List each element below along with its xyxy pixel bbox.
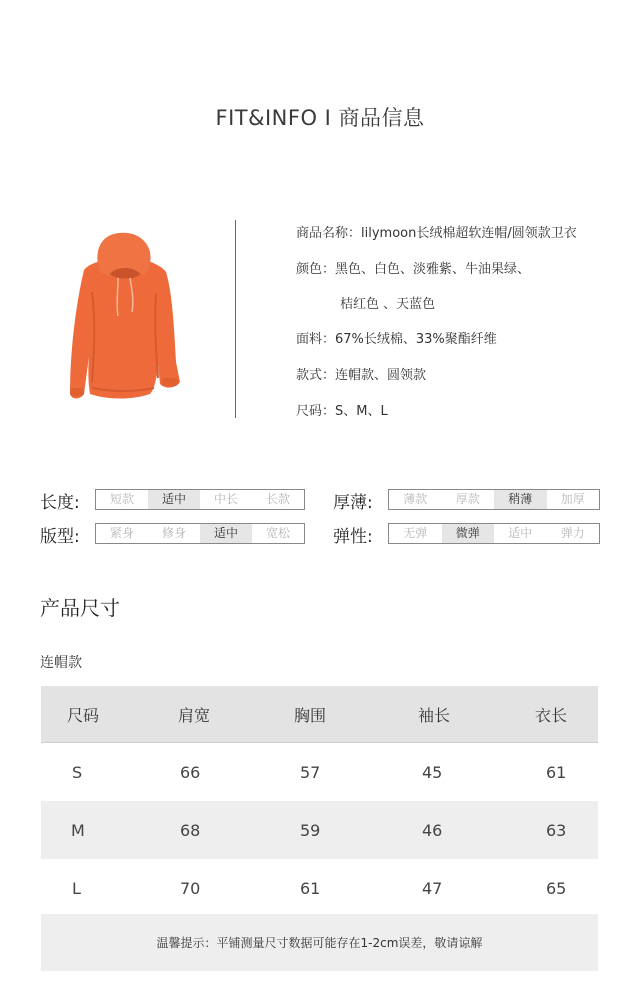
attr-fit-scale <box>95 523 305 544</box>
table-cell: M <box>71 820 85 840</box>
scale-option: 长款 <box>265 492 290 506</box>
table-cell: 46 <box>422 820 443 840</box>
table-header-cell: 衣长 <box>535 705 568 725</box>
table-cell: 70 <box>180 878 201 898</box>
attr-elasticity-scale <box>388 523 600 544</box>
table-cell: 59 <box>300 820 321 840</box>
scale-option: 厚款 <box>455 492 480 506</box>
attr-length-scale <box>95 489 305 510</box>
scale-option: 无弹 <box>403 526 428 540</box>
table-cell: 63 <box>546 820 567 840</box>
size-section-title: 产品尺寸 <box>40 596 120 620</box>
table-cell: 61 <box>300 878 321 898</box>
attr-fit-label: 版型: <box>40 527 80 547</box>
product-fabric: 面料：67%长绒棉、33%聚酯纤维 <box>296 332 497 347</box>
table-row <box>41 743 598 801</box>
attr-length-label: 长度: <box>40 493 80 513</box>
scale-option: 短款 <box>109 492 134 506</box>
page-title: FIT&INFO I 商品信息 <box>215 106 425 130</box>
table-cell: 45 <box>422 762 443 782</box>
table-cell: 47 <box>422 878 443 898</box>
scale-option: 加厚 <box>560 492 585 506</box>
table-cell: 61 <box>546 762 567 782</box>
product-name: 商品名称：lilymoon长绒棉超软连帽/圆领款卫衣 <box>296 226 577 241</box>
attr-thickness-label: 厚薄: <box>333 493 373 513</box>
scale-option: 薄款 <box>403 492 428 506</box>
scale-option: 适中 <box>508 526 533 540</box>
table-cell: L <box>72 878 81 898</box>
scale-option-selected: 微弹 <box>442 524 495 543</box>
scale-option: 中长 <box>213 492 238 506</box>
table-header-cell: 尺码 <box>67 705 100 725</box>
table-cell: 68 <box>180 820 201 840</box>
scale-option: 紧身 <box>109 526 134 540</box>
scale-option: 弹力 <box>560 526 585 540</box>
scale-option-selected: 稍薄 <box>494 490 547 509</box>
size-table <box>41 686 598 917</box>
table-row <box>41 859 598 917</box>
size-section-subtitle: 连帽款 <box>40 655 82 671</box>
product-colors-continued: 桔红色 、天蓝色 <box>340 297 436 312</box>
scale-option-selected: 适中 <box>200 524 252 543</box>
attr-elasticity-label: 弹性: <box>333 527 373 547</box>
table-header-cell: 袖长 <box>418 705 451 725</box>
table-header-cell: 肩宽 <box>178 705 211 725</box>
table-cell: 66 <box>180 762 201 782</box>
vertical-divider <box>235 220 236 418</box>
product-sizes: 尺码：S、M、L <box>296 404 388 419</box>
table-cell: S <box>72 762 83 782</box>
measurement-note: 温馨提示：平铺测量尺寸数据可能存在1-2cm误差，敬请谅解 <box>41 914 598 971</box>
table-header-cell: 胸围 <box>294 705 327 725</box>
orange-hoodie-image <box>62 232 187 410</box>
product-colors: 颜色：黑色、白色、淡雅紫、牛油果绿、 <box>296 262 531 277</box>
scale-option: 修身 <box>161 526 186 540</box>
table-header-row <box>41 686 598 743</box>
attr-thickness-scale <box>388 489 600 510</box>
scale-option-selected: 适中 <box>148 490 200 509</box>
table-cell: 65 <box>546 878 567 898</box>
product-style: 款式：连帽款、圆领款 <box>296 368 427 383</box>
table-row <box>41 801 598 859</box>
scale-option: 宽松 <box>265 526 290 540</box>
table-cell: 57 <box>300 762 321 782</box>
